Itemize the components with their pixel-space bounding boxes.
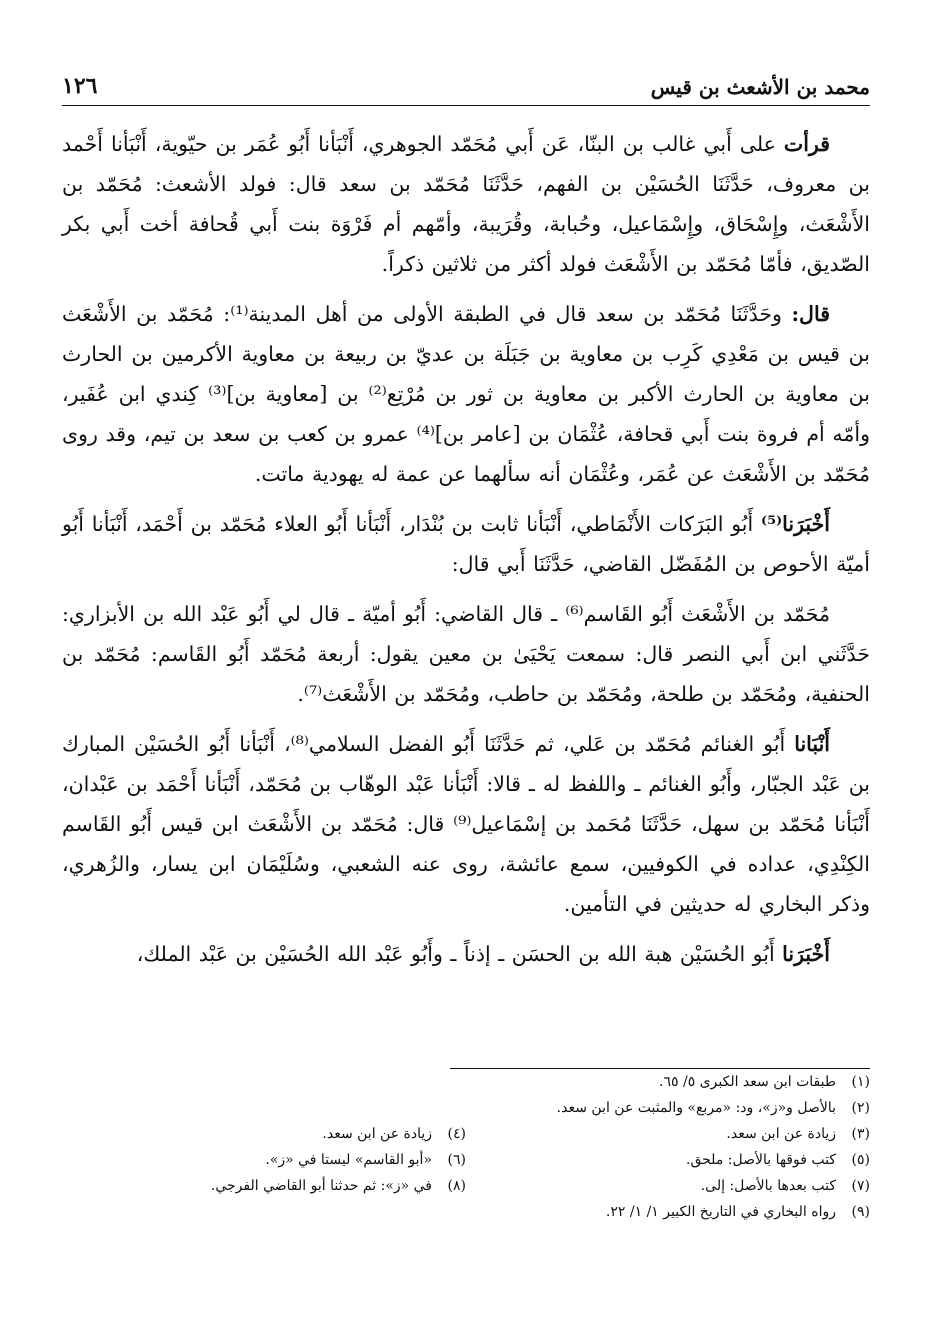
footnote-number: (٢) xyxy=(851,1100,870,1116)
paragraph-lead: أَخْبَرَنا⁽⁵⁾ xyxy=(760,512,830,536)
page xyxy=(62,58,870,1318)
paragraph-text: مُحَمّد بن الأَشْعَث أَبُو القَاسم⁽⁶⁾ ـ قال القاضي: أَبُو أميّة ـ قال لي أَبُو عَبْد الله بن الأبزاري: حَدَّثَني ابن أَبي النصر قال: سمعت يَحْيَىٰ بن معين يقول: أربعة مُحَمّد أَبُو القَاسم: مُحَمّد بن الحنفية، ومُحَمّد بن طلحة، ومُحَمّد بن حاطب، ومُحَمّد بن الأَشْعَث⁽⁷⁾. xyxy=(62,602,870,706)
footnote-text: «أبو القاسم» ليستا في «ز». xyxy=(265,1152,432,1168)
footnote-8 xyxy=(62,1173,466,1199)
footnote-number: (٧) xyxy=(851,1178,870,1194)
footnote-number: (٥) xyxy=(851,1152,870,1168)
footnote-number: (٩) xyxy=(851,1204,870,1220)
footnote-number: (١) xyxy=(851,1074,870,1090)
paragraph-text: أَبُو الحُسَيْن هبة الله بن الحسَن ـ إذناً ـ وأَبُو عَبْد الله الحُسَيْن بن عَبْد الملك، xyxy=(136,942,783,966)
footnote-number: (٨) xyxy=(447,1178,466,1194)
page-number: ١٢٦ xyxy=(62,73,98,99)
page-header xyxy=(62,58,870,106)
paragraph-4 xyxy=(62,594,870,714)
footnote-text: بالأصل و«ز»، ود: «مربع» والمثبت عن ابن سعد. xyxy=(556,1100,836,1116)
footnote-row xyxy=(62,1069,870,1095)
paragraph-3 xyxy=(62,504,870,584)
running-head: محمد بن الأشعث بن قيس xyxy=(650,75,870,99)
footnote-text: كتب فوقها بالأصل: ملحق. xyxy=(686,1152,836,1168)
footnote-row xyxy=(62,1095,870,1121)
footnote-text: رواه البخاري في التاريخ الكبير ١/ ١/ ٢٢. xyxy=(605,1204,836,1220)
paragraph-2 xyxy=(62,294,870,494)
footnote-text: كتب بعدها بالأصل: إلى. xyxy=(700,1178,836,1194)
paragraph-lead: أَنْبَانا xyxy=(794,732,830,756)
paragraph-lead: قرأت xyxy=(783,132,830,156)
footnote-4 xyxy=(62,1121,466,1147)
paragraph-text: على أَبي غالب بن البنّا، عَن أَبي مُحَمّد الجوهري، أَنْبَأنا أَبُو عُمَر بن حيّوية، أَنْبَأنا أَحْمد بن معروف، حَدَّثَنَا الحُسَيْن بن الفهم، حَدَّثَنَا مُحَمّد بن سعد قال: فولد الأشعث: مُحَمّد بن الأَشْعَث، وإِسْحَاق، وإِسْمَاعيل، وحُبابة، وقُرَيبة، وأمّهم أم فَرْوَة بنت أَبي قُحافة أخت أَبي بكر الصّديق، فأمّا مُحَمّد بن الأَشْعَث فولد أكثر من ثلاثين ذكراً. xyxy=(62,132,870,276)
paragraph-6 xyxy=(62,934,870,974)
footnote-1 xyxy=(62,1069,870,1095)
footnote-text: في «ز»: ثم حدثنا أبو القاضي الفرجي. xyxy=(210,1178,432,1194)
footnote-text: زيادة عن ابن سعد. xyxy=(726,1126,836,1142)
paragraph-1 xyxy=(62,124,870,284)
footnote-row xyxy=(62,1147,870,1173)
footnote-3 xyxy=(466,1121,870,1147)
footnote-5 xyxy=(466,1147,870,1173)
footnote-number: (٣) xyxy=(851,1126,870,1142)
paragraph-text: أَبُو الغنائم مُحَمّد بن عَلي، ثم حَدَّثَنَا أَبُو الفضل السلامي⁽⁸⁾، أَنْبَأنا أَبُو الحُسَيْن المبارك بن عَبْد الجبّار، وأَبُو الغنائم ـ واللفظ له ـ قالا: أَنْبَأنا عَبْد الوهّاب بن مُحَمّد، أَنْبَأنا أَحْمَد بن عَبْدان، أَنْبَأنا مُحَمّد بن سهل، حَدَّثَنَا مُحَمد بن إسْمَاعيل⁽⁹⁾ قال: مُحَمّد بن الأَشْعَث ابن قيس أَبُو القَاسم الكِنْدِي، عداده في الكوفيين، سمع عائشة، روى عنه الشعبي، وسُلَيْمَان ابن يسار، والزُهري، وذكر البخاري له حديثين في التأمين. xyxy=(62,732,870,916)
body-text xyxy=(62,124,870,974)
footnote-row xyxy=(62,1173,870,1199)
footnote-text: زيادة عن ابن سعد. xyxy=(322,1126,432,1142)
footnote-6 xyxy=(62,1147,466,1173)
footnote-2 xyxy=(62,1095,870,1121)
footnote-text: طبقات ابن سعد الكبرى ٥/ ٦٥. xyxy=(659,1074,836,1090)
footnote-9 xyxy=(62,1199,870,1225)
footnote-row xyxy=(62,1199,870,1225)
paragraph-lead: أَخْبَرَنا xyxy=(782,942,830,966)
footnote-row xyxy=(62,1121,870,1147)
footnotes xyxy=(62,1068,870,1225)
paragraph-5 xyxy=(62,724,870,924)
paragraph-text: أَبُو البَرَكات الأَنْمَاطي، أَنْبَأنا ثابت بن بُنْدَار، أَنْبَأنا أَبُو العلاء مُحَمّد بن أَحْمَد، أَنْبَأنا أَبُو أميّة الأحوص بن المُفَضّل القاضي، حَدَّثَنَا أَبي قال: xyxy=(62,512,870,576)
paragraph-lead: قال: xyxy=(791,302,830,326)
footnote-number: (٦) xyxy=(447,1152,466,1168)
paragraph-text: وحَدَّثَنَا مُحَمّد بن سعد قال في الطبقة الأولى من أهل المدينة⁽¹⁾: مُحَمّد بن الأَشْعَث بن قيس بن مَعْدِي كَرِب بن معاوية بن جَبَلَة بن عديّ بن ربيعة بن معاوية الأكرمين بن الحارث بن معاوية بن الحارث الأكبر بن معاوية بن ثور بن مُرْتِع⁽²⁾ بن [معاوية بن]⁽³⁾ كِندي ابن عُفَير، وأمّه أم فروة بنت أَبي قحافة، عُثْمَان بن [عامر بن]⁽⁴⁾ عمرو بن كعب بن سعد بن تيم، وقد روى مُحَمّد بن الأَشْعَث عن عُمَر، وعُثْمَان أنه سألهما عن عمة له يهودية ماتت. xyxy=(62,302,870,486)
footnote-number: (٤) xyxy=(447,1126,466,1142)
footnote-7 xyxy=(466,1173,870,1199)
